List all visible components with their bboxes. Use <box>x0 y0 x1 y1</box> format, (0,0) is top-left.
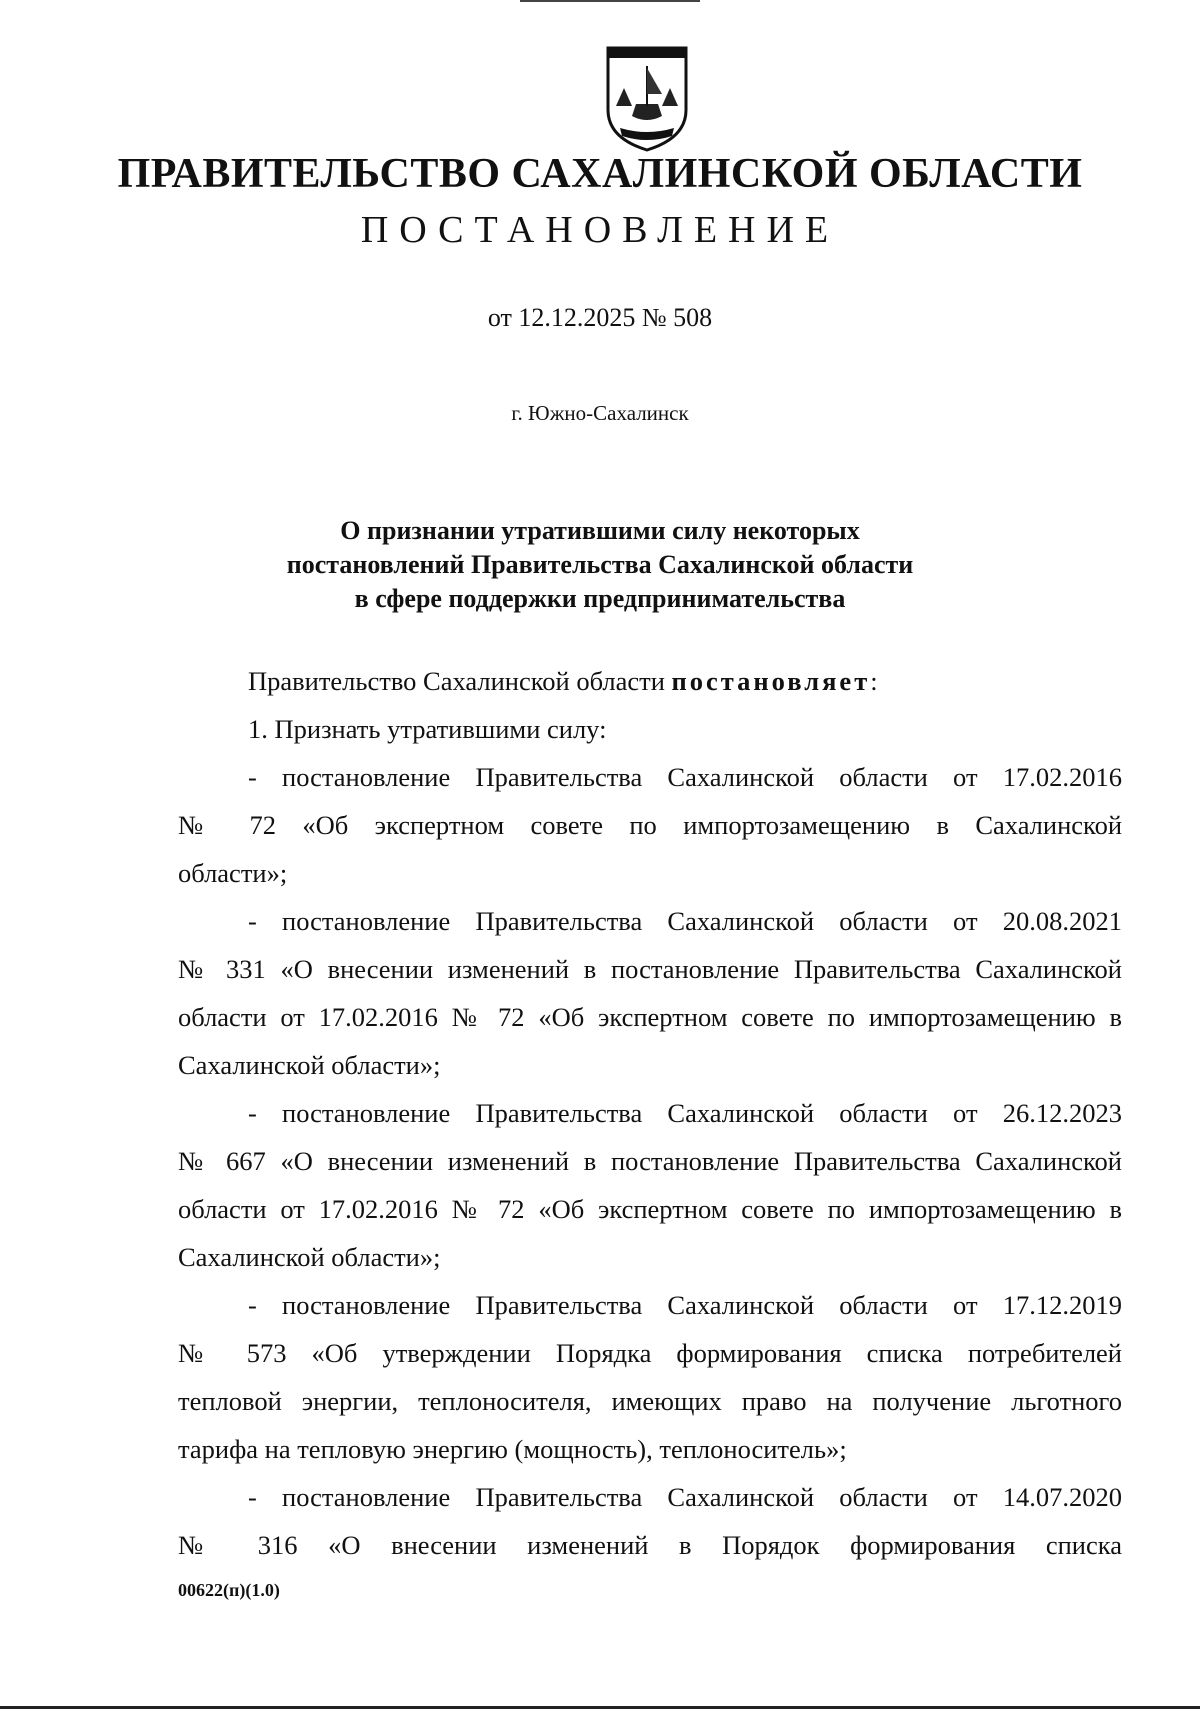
heading-line-3: в сфере поддержки предпринимательства <box>354 584 846 613</box>
entry-line: № 667 «О внесении изменений в постановление Правительства Сахалинской <box>178 1146 1122 1176</box>
entry-line: Сахалинской области»; <box>178 1242 441 1272</box>
entry-line: области от 17.02.2016 № 72 «Об экспертном совете по импортозамещению в <box>178 1194 1122 1224</box>
list-item <box>178 897 1122 1089</box>
document-heading <box>0 514 1200 616</box>
document-type: ПОСТАНОВЛЕНИЕ <box>360 209 840 251</box>
document-date-number: от 12.12.2025 № 508 <box>487 303 713 332</box>
intro-verb: постановляет <box>671 666 871 696</box>
list-item <box>178 753 1122 897</box>
top-rule <box>520 0 700 2</box>
footer-document-code: 00622(п)(1.0) <box>178 1580 280 1600</box>
entry-line: - постановление Правительства Сахалинской области от 20.08.2021 <box>248 906 1122 936</box>
entry-line: - постановление Правительства Сахалинской области от 26.12.2023 <box>248 1098 1122 1128</box>
entry-line: тарифа на тепловую энергию (мощность), теплоноситель»; <box>178 1434 847 1464</box>
list-item <box>178 1281 1122 1473</box>
entry-line: области от 17.02.2016 № 72 «Об экспертном совете по импортозамещению в <box>178 1002 1122 1032</box>
entry-line: области»; <box>178 858 288 888</box>
entry-line: Сахалинской области»; <box>178 1050 441 1080</box>
entry-line: № 316 «О внесении изменений в Порядок формирования списка <box>178 1530 1122 1560</box>
intro-suffix: : <box>870 666 878 696</box>
document-body <box>178 657 1122 1569</box>
heading-line-1: О признании утратившими силу некоторых <box>340 516 860 545</box>
entry-line: - постановление Правительства Сахалинской области от 14.07.2020 <box>248 1482 1122 1512</box>
list-item <box>178 1473 1122 1569</box>
entry-line: - постановление Правительства Сахалинской области от 17.12.2019 <box>248 1290 1122 1320</box>
coat-of-arms-emblem <box>602 44 692 154</box>
list-item <box>178 1089 1122 1281</box>
item-1: 1. Признать утратившими силу: <box>248 714 607 744</box>
bottom-rule <box>0 1706 1200 1709</box>
entry-line: № 331 «О внесении изменений в постановление Правительства Сахалинской <box>178 954 1122 984</box>
heading-line-2: постановлений Правительства Сахалинской области <box>286 550 914 579</box>
entry-line: - постановление Правительства Сахалинской области от 17.02.2016 <box>248 762 1122 792</box>
document-city: г. Южно-Сахалинск <box>511 401 689 425</box>
entry-line: № 72 «Об экспертном совете по импортозамещению в Сахалинской <box>178 810 1122 840</box>
government-title: ПРАВИТЕЛЬСТВО САХАЛИНСКОЙ ОБЛАСТИ <box>117 151 1083 197</box>
intro-paragraph <box>178 657 1122 705</box>
entry-line: № 573 «Об утверждении Порядка формирования списка потребителей <box>178 1338 1122 1368</box>
entry-line: тепловой энергии, теплоносителя, имеющих право на получение льготного <box>178 1386 1122 1416</box>
intro-prefix: Правительство Сахалинской области <box>248 666 665 696</box>
